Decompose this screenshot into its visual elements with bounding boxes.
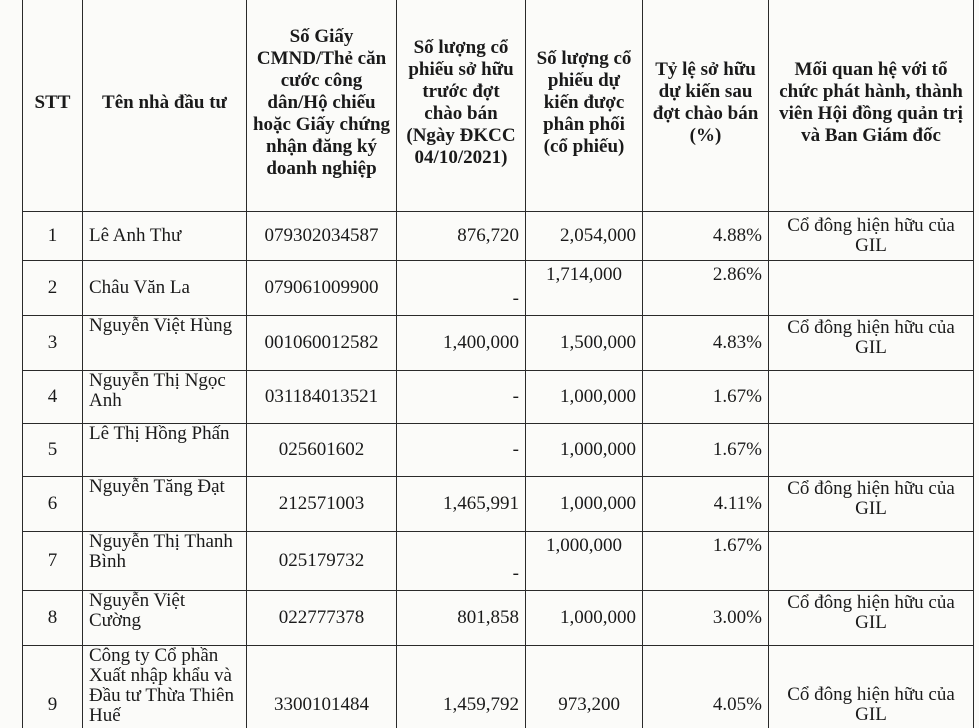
row-shares-expected: 1,500,000 — [526, 316, 643, 371]
row-ownership-ratio: 4.88% — [643, 212, 769, 261]
row-ownership-ratio: 3.00% — [643, 591, 769, 646]
row-id-number: 212571003 — [247, 477, 397, 532]
row-shares-expected: 1,000,000 — [526, 532, 643, 591]
row-shares-before: 1,465,991 — [397, 477, 526, 532]
row-stt: 1 — [23, 212, 83, 261]
row-shares-expected: 1,000,000 — [526, 424, 643, 477]
row-ownership-ratio: 1.67% — [643, 424, 769, 477]
row-stt: 8 — [23, 591, 83, 646]
row-id-number: 031184013521 — [247, 371, 397, 424]
row-stt: 7 — [23, 532, 83, 591]
row-ownership-ratio: 4.05% — [643, 646, 769, 728]
row-shares-before: 1,459,792 — [397, 646, 526, 728]
row-id-number: 022777378 — [247, 591, 397, 646]
header-investor-name: Tên nhà đầu tư — [83, 0, 247, 212]
row-shares-before: - — [397, 261, 526, 316]
row-ownership-ratio: 1.67% — [643, 371, 769, 424]
row-stt: 4 — [23, 371, 83, 424]
row-investor-name: Nguyễn Thị Ngọc Anh — [83, 371, 247, 424]
header-stt: STT — [23, 0, 83, 212]
row-shares-before: - — [397, 371, 526, 424]
row-stt: 9 — [23, 646, 83, 728]
row-shares-expected: 1,000,000 — [526, 591, 643, 646]
table-row — [23, 316, 974, 371]
row-shares-before: 876,720 — [397, 212, 526, 261]
row-stt: 2 — [23, 261, 83, 316]
header-id-number: Số Giấy CMND/Thẻ căn cước công dân/Hộ chiếu hoặc Giấy chứng nhận đăng ký doanh nghiệp — [247, 0, 397, 212]
header-ownership-ratio: Tỷ lệ sở hữu dự kiến sau đợt chào bán (%) — [643, 0, 769, 212]
row-stt: 6 — [23, 477, 83, 532]
table-row — [23, 424, 974, 477]
row-id-number: 079061009900 — [247, 261, 397, 316]
row-shares-expected: 1,000,000 — [526, 371, 643, 424]
row-relationship: Cổ đông hiện hữu của GIL — [769, 212, 974, 261]
row-shares-before: - — [397, 424, 526, 477]
row-ownership-ratio: 1.67% — [643, 532, 769, 591]
investor-table — [22, 0, 974, 728]
row-relationship: Cổ đông hiện hữu của GIL — [769, 316, 974, 371]
row-investor-name: Nguyễn Thị Thanh Bình — [83, 532, 247, 591]
row-shares-before: 801,858 — [397, 591, 526, 646]
header-shares-before: Số lượng cổ phiếu sở hữu trước đợt chào bán (Ngày ĐKCC 04/10/2021) — [397, 0, 526, 212]
row-investor-name: Lê Anh Thư — [83, 212, 247, 261]
row-relationship: Cổ đông hiện hữu của GIL — [769, 591, 974, 646]
row-id-number: 3300101484 — [247, 646, 397, 728]
row-relationship — [769, 424, 974, 477]
row-investor-name: Nguyễn Việt Hùng — [83, 316, 247, 371]
row-investor-name: Công ty Cổ phần Xuất nhập khẩu và Đầu tư Thừa Thiên Huế — [83, 646, 247, 728]
table-row — [23, 591, 974, 646]
table-row — [23, 261, 974, 316]
row-id-number: 025179732 — [247, 532, 397, 591]
table-header-row — [23, 0, 974, 212]
row-relationship — [769, 371, 974, 424]
row-relationship: Cổ đông hiện hữu của GIL — [769, 477, 974, 532]
row-relationship — [769, 261, 974, 316]
row-investor-name: Nguyễn Việt Cường — [83, 591, 247, 646]
row-shares-expected: 1,714,000 — [526, 261, 643, 316]
header-relationship: Mối quan hệ với tổ chức phát hành, thành viên Hội đồng quản trị và Ban Giám đốc — [769, 0, 974, 212]
row-investor-name: Châu Văn La — [83, 261, 247, 316]
row-relationship — [769, 532, 974, 591]
row-ownership-ratio: 4.11% — [643, 477, 769, 532]
table-row — [23, 371, 974, 424]
row-shares-before: - — [397, 532, 526, 591]
row-relationship: Cổ đông hiện hữu của GIL — [769, 646, 974, 728]
row-investor-name: Nguyễn Tăng Đạt — [83, 477, 247, 532]
row-id-number: 025601602 — [247, 424, 397, 477]
header-shares-expected: Số lượng cổ phiếu dự kiến được phân phối (cổ phiếu) — [526, 0, 643, 212]
row-id-number: 079302034587 — [247, 212, 397, 261]
row-id-number: 001060012582 — [247, 316, 397, 371]
row-ownership-ratio: 4.83% — [643, 316, 769, 371]
row-shares-expected: 1,000,000 — [526, 477, 643, 532]
row-shares-expected: 973,200 — [526, 646, 643, 728]
row-ownership-ratio: 2.86% — [643, 261, 769, 316]
table-row — [23, 212, 974, 261]
table-row — [23, 646, 974, 728]
row-investor-name: Lê Thị Hồng Phấn — [83, 424, 247, 477]
row-shares-before: 1,400,000 — [397, 316, 526, 371]
row-stt: 3 — [23, 316, 83, 371]
row-stt: 5 — [23, 424, 83, 477]
table-row — [23, 532, 974, 591]
table-row — [23, 477, 974, 532]
row-shares-expected: 2,054,000 — [526, 212, 643, 261]
